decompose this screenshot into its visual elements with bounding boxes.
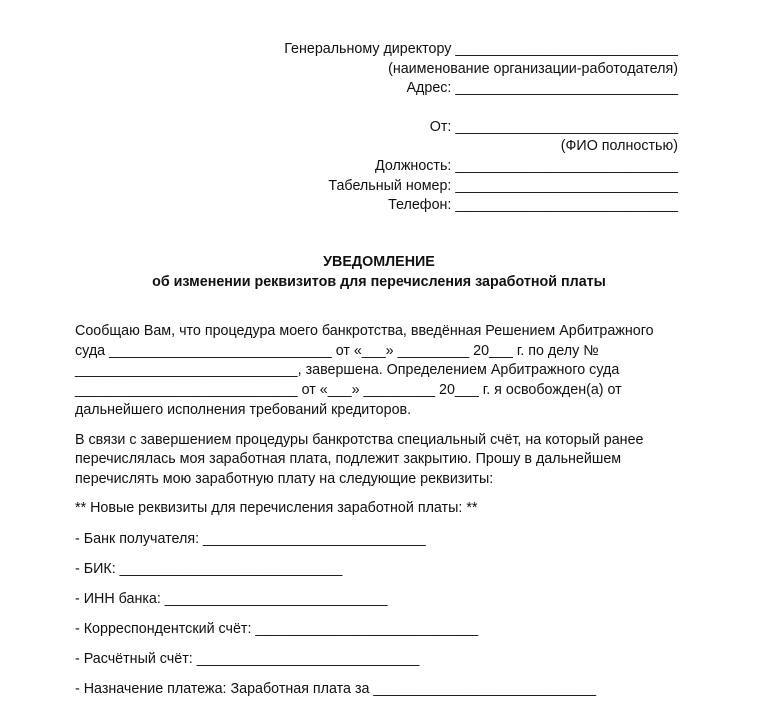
paragraph1-line2: суда ____________________________ от «___» _________ 20___ г. по делу № [75, 343, 599, 359]
header-director: Генеральному директору ____________________________ [284, 41, 678, 57]
header-from: От: ____________________________ [429, 119, 678, 135]
paragraph1-line4: ____________________________ от «___» _________ 20___ г. я освобожден(а) от [75, 382, 622, 398]
paragraph2-line3: перечислять мою заработную плату на следующие реквизиты: [75, 471, 494, 487]
requisite-bank: - Банк получателя: ____________________________ [75, 531, 426, 547]
header-position: Должность: ____________________________ [375, 158, 678, 174]
header-phone: Телефон: ____________________________ [388, 197, 678, 213]
paragraph1-line5: дальнейшего исполнения требований кредиторов. [75, 402, 412, 418]
requisite-inn: - ИНН банка: ____________________________ [75, 591, 388, 607]
requisite-bik: - БИК: ____________________________ [75, 561, 343, 577]
header-tab-number: Табельный номер: ____________________________ [328, 178, 678, 194]
header-address: Адрес: ____________________________ [406, 80, 678, 96]
paragraph2-line2: перечислялась моя заработная плата, подлежит закрытию. Прошу в дальнейшем [75, 451, 622, 467]
paragraph2-line1: В связи с завершением процедуры банкротства специальный счёт, на который ранее [75, 432, 644, 448]
header-fio-hint: (ФИО полностью) [560, 138, 678, 154]
header-org-hint: (наименование организации-работодателя) [388, 61, 678, 77]
requisite-corr-account: - Корреспондентский счёт: ____________________________ [75, 621, 479, 637]
requisite-purpose: - Назначение платежа: Заработная плата за ____________________________ [75, 681, 597, 697]
requisites-heading: ** Новые реквизиты для перечисления заработной платы: ** [75, 500, 478, 516]
document-title: УВЕДОМЛЕНИЕ [323, 254, 435, 270]
paragraph1-line1: Сообщаю Вам, что процедура моего банкротства, введённая Решением Арбитражного [75, 323, 654, 339]
document-subtitle: об изменении реквизитов для перечисления заработной платы [152, 274, 606, 290]
requisite-account: - Расчётный счёт: ____________________________ [75, 651, 420, 667]
paragraph1-line3: ____________________________, завершена. Определением Арбитражного суда [75, 362, 620, 378]
